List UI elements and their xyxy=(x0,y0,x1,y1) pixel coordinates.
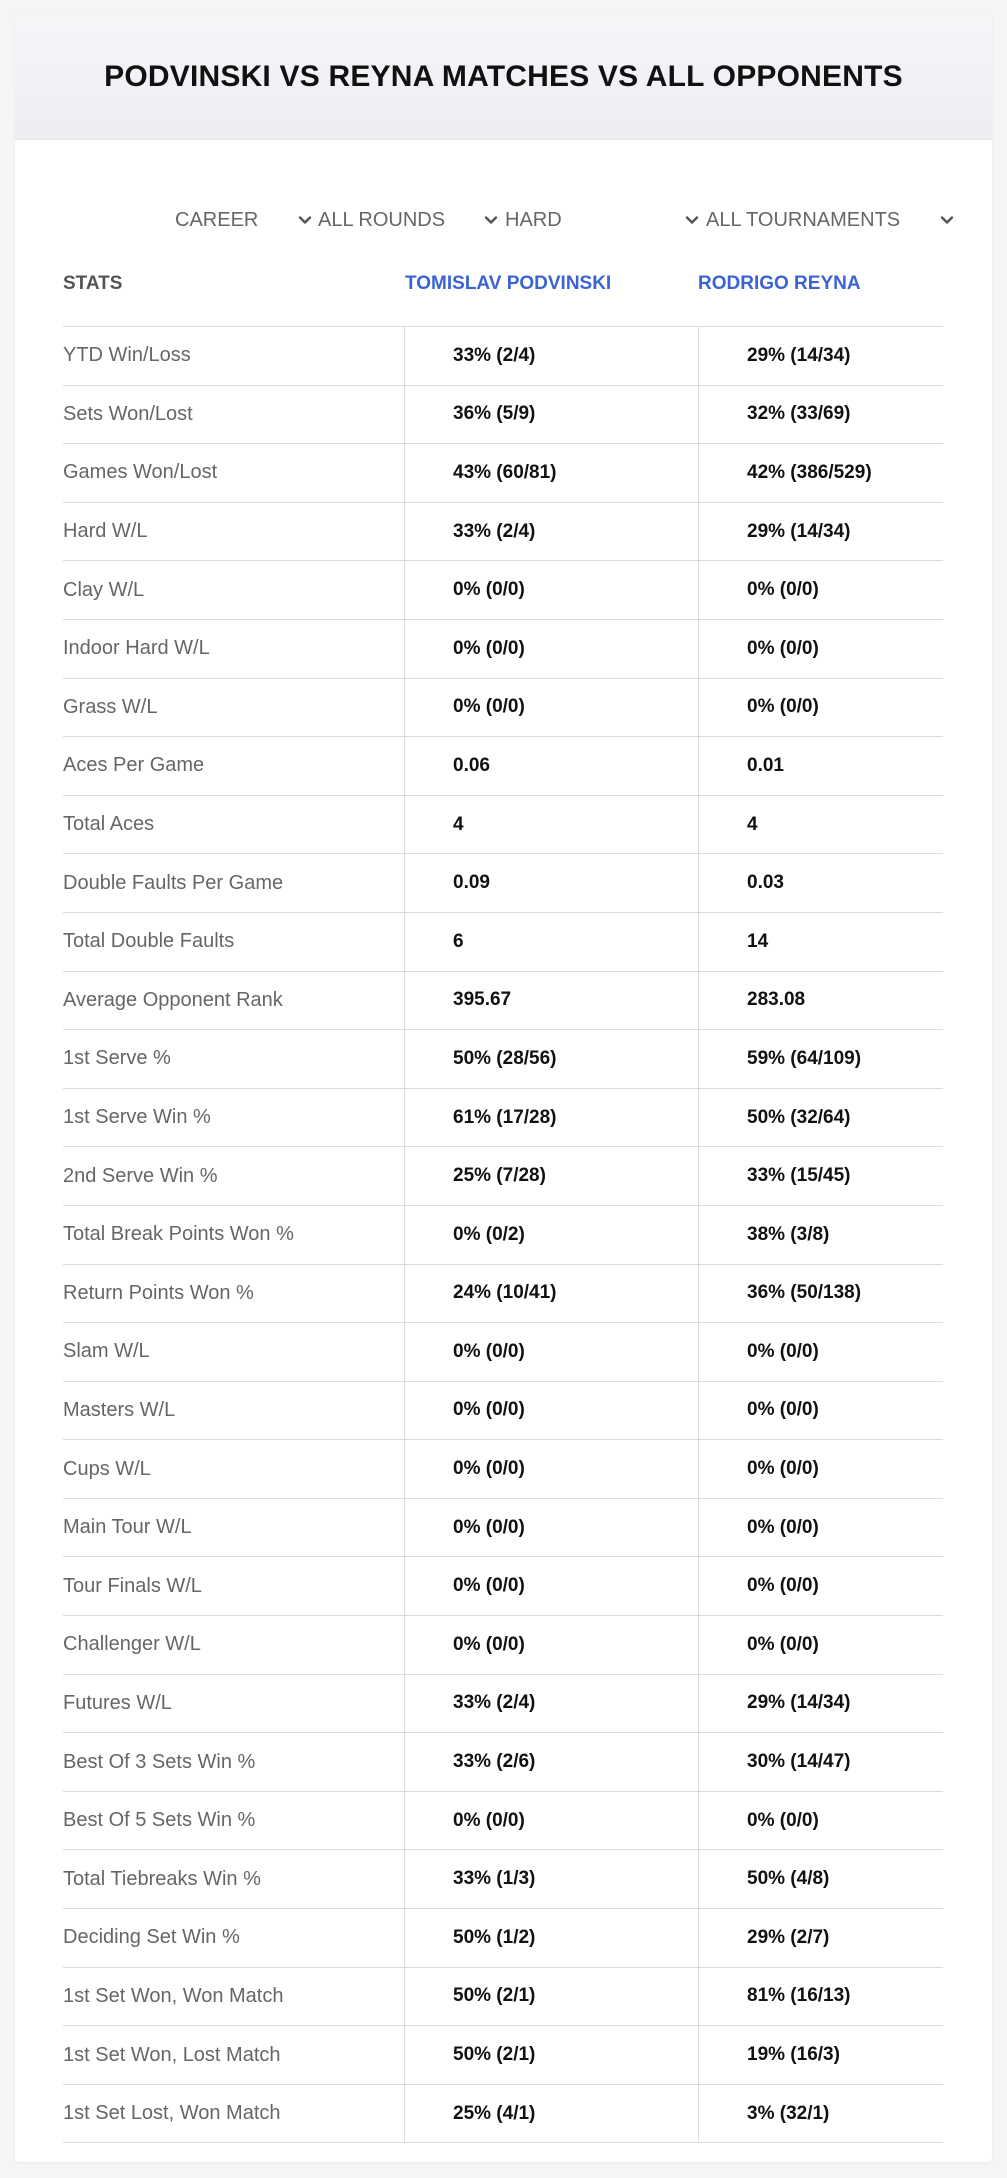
table-row xyxy=(63,1147,943,1206)
tournament-select[interactable] xyxy=(706,190,954,250)
column-divider xyxy=(698,1382,699,1440)
player2-value: 0.01 xyxy=(747,754,784,776)
column-divider xyxy=(404,1909,405,1967)
player1-link[interactable]: TOMISLAV PODVINSKI xyxy=(405,273,612,294)
column-divider xyxy=(404,1675,405,1733)
player2-value: 29% (14/34) xyxy=(747,520,851,542)
table-row xyxy=(63,1616,943,1675)
player2-value: 283.08 xyxy=(747,989,806,1011)
column-divider xyxy=(404,1792,405,1850)
player1-value: 50% (28/56) xyxy=(453,1047,557,1069)
column-divider xyxy=(404,1968,405,2026)
stat-label: YTD Win/Loss xyxy=(63,344,191,367)
column-divider xyxy=(698,1557,699,1615)
column-divider xyxy=(698,913,699,971)
table-body xyxy=(63,327,943,2143)
column-divider xyxy=(404,1265,405,1323)
column-divider xyxy=(404,1616,405,1674)
column-divider xyxy=(698,444,699,502)
table-row xyxy=(63,1030,943,1089)
player2-value: 29% (14/34) xyxy=(747,1692,851,1714)
player1-value: 33% (2/4) xyxy=(453,344,536,366)
stat-label: Futures W/L xyxy=(63,1691,172,1714)
column-divider xyxy=(404,1323,405,1381)
stat-label: 1st Set Won, Won Match xyxy=(63,1984,284,2007)
player1-value: 4 xyxy=(453,813,464,835)
stats-table xyxy=(63,253,943,2143)
column-divider xyxy=(404,1850,405,1908)
column-divider xyxy=(404,1440,405,1498)
column-divider xyxy=(404,503,405,561)
player2-value: 0% (0/0) xyxy=(747,637,819,659)
stat-label: 1st Set Won, Lost Match xyxy=(63,2043,281,2066)
player2-value: 38% (3/8) xyxy=(747,1223,830,1245)
table-row xyxy=(63,1675,943,1734)
tournament-select-value: ALL TOURNAMENTS xyxy=(706,208,901,231)
player2-value: 50% (4/8) xyxy=(747,1868,830,1890)
player2-value: 0% (0/0) xyxy=(747,1516,819,1538)
surface-select-value: HARD xyxy=(505,208,562,231)
player1-value: 61% (17/28) xyxy=(453,1106,557,1128)
player2-value: 0% (0/0) xyxy=(747,1575,819,1597)
column-divider xyxy=(404,1557,405,1615)
column-divider xyxy=(404,386,405,444)
period-select-value: CAREER xyxy=(175,208,259,231)
chevron-down-icon xyxy=(484,213,498,227)
column-divider xyxy=(404,1733,405,1791)
column-divider xyxy=(404,679,405,737)
stats-card xyxy=(15,15,992,2162)
player2-value: 59% (64/109) xyxy=(747,1047,862,1069)
surface-select[interactable] xyxy=(505,190,699,250)
player1-value: 395.67 xyxy=(453,989,512,1011)
column-divider xyxy=(698,1089,699,1147)
column-divider xyxy=(698,2085,699,2143)
player2-value: 36% (50/138) xyxy=(747,1282,862,1304)
player2-value: 30% (14/47) xyxy=(747,1751,851,1773)
column-divider xyxy=(404,1382,405,1440)
column-divider xyxy=(404,2026,405,2084)
player1-value: 0% (0/0) xyxy=(453,1516,525,1538)
player2-value: 29% (2/7) xyxy=(747,1926,830,1948)
table-row xyxy=(63,1909,943,1968)
column-divider xyxy=(404,561,405,619)
column-divider xyxy=(404,972,405,1030)
table-row xyxy=(63,1733,943,1792)
player2-value: 14 xyxy=(747,930,769,952)
player2-value: 29% (14/34) xyxy=(747,344,851,366)
stat-label: Main Tour W/L xyxy=(63,1516,192,1539)
column-divider xyxy=(698,1733,699,1791)
player1-value: 0% (0/0) xyxy=(453,1399,525,1421)
table-row xyxy=(63,1850,943,1909)
stat-label: Tour Finals W/L xyxy=(63,1574,202,1597)
stat-label: Cups W/L xyxy=(63,1457,151,1480)
stat-label: Masters W/L xyxy=(63,1398,176,1421)
stat-label: 2nd Serve Win % xyxy=(63,1164,218,1187)
column-divider xyxy=(698,1030,699,1088)
stat-label: Clay W/L xyxy=(63,578,145,601)
player1-value: 50% (2/1) xyxy=(453,2044,536,2066)
column-divider xyxy=(404,1206,405,1264)
column-divider xyxy=(698,1440,699,1498)
column-divider xyxy=(698,1909,699,1967)
player1-value: 0% (0/0) xyxy=(453,696,525,718)
column-divider xyxy=(698,1265,699,1323)
stat-label: Average Opponent Rank xyxy=(63,988,283,1011)
column-divider xyxy=(698,1323,699,1381)
column-divider xyxy=(698,1968,699,2026)
card-header xyxy=(15,15,992,140)
stat-label: Best Of 5 Sets Win % xyxy=(63,1809,256,1832)
column-divider xyxy=(698,1147,699,1205)
column-divider xyxy=(404,1089,405,1147)
player2-value: 0% (0/0) xyxy=(747,579,819,601)
table-row xyxy=(63,1323,943,1382)
table-row xyxy=(63,1382,943,1441)
filter-bar xyxy=(15,190,992,250)
period-select[interactable] xyxy=(175,190,312,250)
stat-label: Total Tiebreaks Win % xyxy=(63,1867,261,1890)
stat-label: Total Break Points Won % xyxy=(63,1223,294,1246)
player2-value: 33% (15/45) xyxy=(747,1165,851,1187)
player1-value: 0% (0/0) xyxy=(453,1575,525,1597)
player2-value: 4 xyxy=(747,813,758,835)
column-divider xyxy=(404,796,405,854)
table-row xyxy=(63,972,943,1031)
chevron-down-icon xyxy=(940,213,954,227)
player2-value: 0% (0/0) xyxy=(747,1458,819,1480)
column-divider xyxy=(698,2026,699,2084)
table-row xyxy=(63,2085,943,2144)
table-row xyxy=(63,1265,943,1324)
table-header xyxy=(63,253,943,327)
column-divider xyxy=(698,737,699,795)
player1-value: 6 xyxy=(453,930,464,952)
stat-label: 1st Serve % xyxy=(63,1047,171,1070)
column-divider xyxy=(698,503,699,561)
page-title: PODVINSKI VS REYNA MATCHES VS ALL OPPONENTS xyxy=(104,60,903,93)
player1-value: 0% (0/0) xyxy=(453,637,525,659)
column-divider xyxy=(404,854,405,912)
stat-label: Deciding Set Win % xyxy=(63,1926,240,1949)
column-divider xyxy=(698,1850,699,1908)
table-row xyxy=(63,1499,943,1558)
table-row xyxy=(63,679,943,738)
player1-value: 25% (7/28) xyxy=(453,1165,546,1187)
table-row xyxy=(63,386,943,445)
table-row xyxy=(63,796,943,855)
column-divider xyxy=(698,561,699,619)
table-row xyxy=(63,1792,943,1851)
column-divider xyxy=(404,1147,405,1205)
column-divider xyxy=(404,913,405,971)
column-divider xyxy=(404,2085,405,2143)
stat-label: 1st Serve Win % xyxy=(63,1106,211,1129)
table-row xyxy=(63,620,943,679)
stat-label: Challenger W/L xyxy=(63,1633,201,1656)
stat-label: Grass W/L xyxy=(63,695,158,718)
column-divider xyxy=(698,1792,699,1850)
player2-value: 0% (0/0) xyxy=(747,696,819,718)
player1-value: 0% (0/0) xyxy=(453,579,525,601)
table-row xyxy=(63,913,943,972)
table-row xyxy=(63,737,943,796)
column-divider xyxy=(698,386,699,444)
player2-value: 0.03 xyxy=(747,872,784,894)
stat-label: Indoor Hard W/L xyxy=(63,637,210,660)
player1-value: 33% (1/3) xyxy=(453,1868,536,1890)
player1-value: 25% (4/1) xyxy=(453,2102,536,2124)
player2-value: 0% (0/0) xyxy=(747,1809,819,1831)
player1-value: 50% (2/1) xyxy=(453,1985,536,2007)
player2-value: 0% (0/0) xyxy=(747,1399,819,1421)
player1-value: 33% (2/6) xyxy=(453,1751,536,1773)
table-row xyxy=(63,1968,943,2027)
player2-value: 42% (386/529) xyxy=(747,461,872,483)
chevron-down-icon xyxy=(685,213,699,227)
stat-label: Aces Per Game xyxy=(63,754,205,777)
table-row xyxy=(63,561,943,620)
stat-label: Sets Won/Lost xyxy=(63,402,193,425)
column-divider xyxy=(404,1499,405,1557)
stat-label: Games Won/Lost xyxy=(63,461,218,484)
player2-value: 0% (0/0) xyxy=(747,1340,819,1362)
player1-value: 36% (5/9) xyxy=(453,403,536,425)
table-row xyxy=(63,327,943,386)
player1-value: 0.06 xyxy=(453,754,490,776)
player2-value: 19% (16/3) xyxy=(747,2044,840,2066)
column-divider xyxy=(698,1616,699,1674)
column-divider xyxy=(698,679,699,737)
stat-label: Total Double Faults xyxy=(63,930,235,953)
player2-value: 50% (32/64) xyxy=(747,1106,851,1128)
player1-value: 33% (2/4) xyxy=(453,520,536,542)
table-row xyxy=(63,854,943,913)
player1-value: 0% (0/2) xyxy=(453,1223,525,1245)
player1-value: 0.09 xyxy=(453,872,490,894)
column-divider xyxy=(404,737,405,795)
table-row xyxy=(63,503,943,562)
stat-label: Best Of 3 Sets Win % xyxy=(63,1750,256,1773)
column-divider xyxy=(698,1675,699,1733)
stat-label: Slam W/L xyxy=(63,1340,150,1363)
player2-link[interactable]: RODRIGO REYNA xyxy=(698,273,861,294)
column-divider xyxy=(698,972,699,1030)
player1-value: 0% (0/0) xyxy=(453,1633,525,1655)
column-divider xyxy=(404,1030,405,1088)
player1-value: 0% (0/0) xyxy=(453,1458,525,1480)
player1-value: 0% (0/0) xyxy=(453,1809,525,1831)
chevron-down-icon xyxy=(298,213,312,227)
stats-column-header: STATS xyxy=(63,273,123,294)
column-divider xyxy=(698,1206,699,1264)
player2-value: 3% (32/1) xyxy=(747,2102,830,2124)
player2-value: 0% (0/0) xyxy=(747,1633,819,1655)
table-row xyxy=(63,1440,943,1499)
player1-value: 50% (1/2) xyxy=(453,1926,536,1948)
column-divider xyxy=(698,620,699,678)
table-row xyxy=(63,1206,943,1265)
column-divider xyxy=(404,620,405,678)
round-select-value: ALL ROUNDS xyxy=(318,208,446,231)
player1-value: 43% (60/81) xyxy=(453,461,557,483)
table-row xyxy=(63,1557,943,1616)
stat-label: Return Points Won % xyxy=(63,1281,254,1304)
stat-label: Hard W/L xyxy=(63,520,148,543)
player1-value: 0% (0/0) xyxy=(453,1340,525,1362)
player1-value: 24% (10/41) xyxy=(453,1282,557,1304)
table-row xyxy=(63,444,943,503)
column-divider xyxy=(698,1499,699,1557)
table-row xyxy=(63,2026,943,2085)
round-select[interactable] xyxy=(318,190,498,250)
player2-value: 32% (33/69) xyxy=(747,403,851,425)
column-divider xyxy=(404,327,405,385)
player2-value: 81% (16/13) xyxy=(747,1985,851,2007)
column-divider xyxy=(698,854,699,912)
column-divider xyxy=(698,327,699,385)
column-divider xyxy=(698,796,699,854)
stat-label: 1st Set Lost, Won Match xyxy=(63,2102,281,2125)
stat-label: Double Faults Per Game xyxy=(63,871,284,894)
column-divider xyxy=(404,444,405,502)
table-row xyxy=(63,1089,943,1148)
player1-value: 33% (2/4) xyxy=(453,1692,536,1714)
stat-label: Total Aces xyxy=(63,813,155,836)
